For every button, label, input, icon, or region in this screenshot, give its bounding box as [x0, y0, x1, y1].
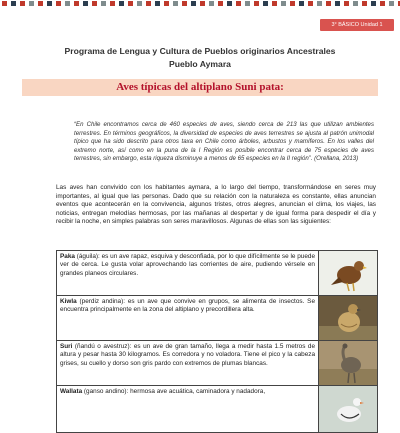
section-title: Aves típicas del altiplano Suni pata:: [116, 81, 284, 93]
border-tile: [29, 1, 34, 6]
border-tile: [38, 1, 43, 6]
border-tile: [299, 1, 304, 6]
border-tile: [47, 1, 52, 6]
table-row: [57, 296, 377, 341]
bird-name: Paka: [60, 253, 75, 260]
bird-description: [57, 296, 319, 340]
border-tile: [56, 1, 61, 6]
border-tile: [137, 1, 142, 6]
quote-paragraph: “En Chile encontramos cerca de 460 especies de aves, siendo cerca de 213 las que utilizan ambientes terrestres. En términos geográficos, la diversidad de especies de aves terrestres se ajusta al patrón unimodal típico que ha sido descrito para otros taxa en Chile como árboles, arbustos y mamíferos. En los valles del extremo norte, así como en la puna de la I Región es posible encontrar cerca de 75 especies de aves terrestres, sin embargo, esta riqueza disminuye a menos de 65 especies en la II región”. (Orellana, 2013): [74, 121, 374, 163]
border-tile: [308, 1, 313, 6]
bird-text: (ñandú o avestruz): es un ave de gran tamaño, llega a medir hasta 1.5 metros de altura y pesar hasta 30 kilogramos. Es corredora y no voladora. Tiene el pico y la cabeza grises, su cuello y dorso son gris pardo con extremos de plumas blancas.: [60, 343, 315, 367]
border-tile: [11, 1, 16, 6]
eagle-image: [319, 251, 377, 295]
border-tile: [92, 1, 97, 6]
border-tile: [281, 1, 286, 6]
bird-text: (perdiz andina): es un ave que convive en grupos, se alimenta de insectos. Se encuentra principalmente en la zona del altiplano y precordillera alta.: [60, 298, 315, 314]
bird-name: Suri: [60, 343, 73, 350]
grade-badge: 3° BÁSICO Unidad 1: [320, 19, 394, 31]
partridge-image: [319, 296, 377, 340]
border-tile: [110, 1, 115, 6]
border-tile: [209, 1, 214, 6]
border-tile: [2, 1, 7, 6]
border-tile: [173, 1, 178, 6]
border-tile: [254, 1, 259, 6]
border-tile: [326, 1, 331, 6]
border-tile: [362, 1, 367, 6]
table-row: [57, 251, 377, 296]
border-tile: [245, 1, 250, 6]
border-tile: [65, 1, 70, 6]
page-header: [0, 46, 400, 69]
border-tile: [227, 1, 232, 6]
border-tile: [146, 1, 151, 6]
border-tile: [128, 1, 133, 6]
border-tile: [74, 1, 79, 6]
intro-paragraph: Las aves han convivido con los habitantes aymara, a lo largo del tiempo, transformándose en seres muy importantes, al igual que las personas. Dado que su relación con la naturaleza es constante, ellas anuncian eventos que acontecerán en la convivencia, algunos tristes, otros alegres, anuncian el clima, los viajes, las noticias, entregan melodías hermosas, por las mañanas al despertar y de igual forma para despedir el día y recibir la noche, en simples palabras son seres maravillosos. Algunas de ellas son las siguientes:: [56, 184, 376, 225]
bird-name: Wallata: [60, 388, 83, 395]
rhea-image: [319, 341, 377, 385]
border-tile: [389, 1, 394, 6]
border-tile: [272, 1, 277, 6]
program-title: Programa de Lengua y Cultura de Pueblos originarios Ancestrales: [64, 46, 336, 56]
table-row: [57, 386, 377, 432]
border-tile: [380, 1, 385, 6]
border-tile: [191, 1, 196, 6]
border-tile: [101, 1, 106, 6]
border-tile: [218, 1, 223, 6]
bird-text: (águila): es un ave rapaz, esquiva y desconfiada, por lo que difícilmente se le puede ver de cerca. Le gusta volar aprovechando las corrientes de aire, pudiendo vérsele en grandes planeos circulares.: [60, 253, 315, 277]
people-title: Pueblo Aymara: [169, 59, 231, 69]
border-tile: [353, 1, 358, 6]
border-tile: [263, 1, 268, 6]
birds-table: [56, 250, 378, 433]
border-tile: [119, 1, 124, 6]
goose-image: [319, 386, 377, 432]
bird-description: [57, 251, 319, 295]
border-tile: [83, 1, 88, 6]
bird-text: (ganso andino): hermosa ave acuática, caminadora y nadadora,: [82, 388, 266, 395]
border-tile: [344, 1, 349, 6]
border-tile: [164, 1, 169, 6]
border-tile: [20, 1, 25, 6]
border-tile: [317, 1, 322, 6]
border-tile: [200, 1, 205, 6]
border-tile: [182, 1, 187, 6]
bird-name: Kiwla: [60, 298, 77, 305]
bird-description: [57, 386, 319, 432]
bird-description: [57, 341, 319, 385]
border-tile: [371, 1, 376, 6]
table-row: [57, 341, 377, 386]
border-tile: [155, 1, 160, 6]
border-tile: [236, 1, 241, 6]
border-tile: [335, 1, 340, 6]
decorative-border: [0, 0, 400, 7]
border-tile: [290, 1, 295, 6]
section-title-band: [22, 79, 378, 96]
